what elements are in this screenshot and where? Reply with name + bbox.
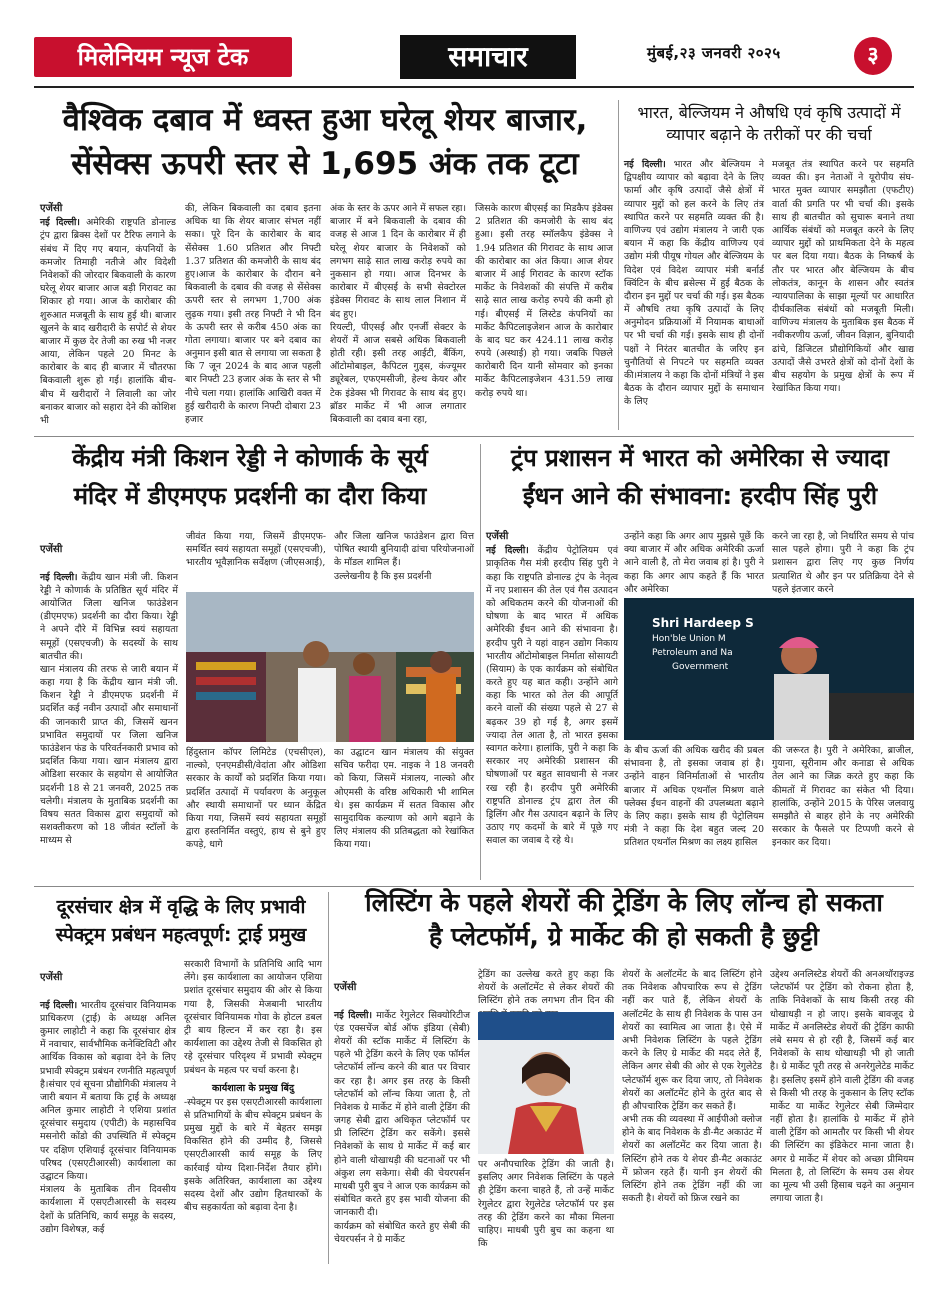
a5-headline-1: दूरसंचार क्षेत्र में वृद्धि के लिए प्रभावी <box>56 896 306 918</box>
a6-col-4: उद्देश्य अनलिस्टेड शेयरों की अनअथॉराइज्ड प्लेटफॉर्म पर ट्रेडिंग को रोकना होता है, ताकि निवेशकों के साथ किसी तरह की धोखाधड़ी न हो जाए। इसके बावजूद ग्रे मार्केट में अनलिस्टेड शेयरों की ट्रेडिंग काफी लंबे समय से हो रही है, जिसमें कई बार निवेशकों के साथ धोखाधड़ी भी हो जाती है। ग्रे मार्केट पूरी तरह से अनरेगुलेटेड मार्केट है। इसलिए इसमें होने वाली ट्रेडिंग की वजह से किसी भी तरह के नुकसान के लिए स्टॉक मार्केट या मार्केट रेगुलेटर सेबी जिम्मेदार नहीं होता है। हालांकि ग्रे मार्केट में होने वाली ट्रेडिंग को आमतौर पर किसी भी शेयर की लिस्टिंग का इंडिकेटर माना जाता है। अगर ग्रे मार्केट में शेयर को अच्छा प्रीमियम मिलता है, तो लिस्टिंग के समय उस शेयर का मूल्य भी उसी हिसाब चढ़ने का अनुमान लगाया जाता है। <box>770 969 914 1205</box>
a4-photo-line-1: Shri Hardeep S <box>652 616 754 630</box>
a3-text-1: केंद्रीय खान मंत्री जी. किशन रेड्डी ने कोणार्क के प्रतिष्ठित सूर्य मंदिर में आयोजित जिला खनिज फाउंडेशन (डीएमएफ) प्रदर्शनी का दौरा किया। रेड्डी ने अपने दौरे में विभिन्न स्वयं सहायता समूहों (एसएचजी) के सदस्यों के साथ बातचीत की। खान मंत्रालय की तरफ से जारी बयान में कहा गया है कि केंद्रीय खान मंत्री जी. किशन रेड्डी ने डीएमएफ प्रदर्शनी में प्रदर्शित कई नवीन उत्पादों और समाधानों की जानकारी प्राप्त की, जिसमें खनन प्रभावित समुदायों पर जिला खनिज फाउंडेशन फंड के परिवर्तनकारी प्रभाव को प्रदर्शित किया गया। खान मंत्रालय द्वारा ओडिशा सरकार के सहयोग से आयोजित प्रदर्शनी 18 से 21 जनवरी, 2025 तक चलेगी। मंत्रालय के मुताबिक प्रदर्शनी का विषय सतत विकास द्वारा समुदायों को सशक्तीकरण को 18 जीवंत स्टॉलों के माध्यम से <box>40 571 178 847</box>
a4-col-3-top: करने जा रहा है, जो निर्धारित समय से पांच साल पहले होगा। पुरी ने कहा कि ट्रंप प्रशासन द्वारा लिए गए कुछ निर्णय प्रत्याशित थे और इन पर प्रतिक्रिया देने से पहले इंतजार करने <box>772 531 914 595</box>
rule <box>34 886 914 887</box>
a6-col-3: शेयरों के अलॉटमेंट के बाद लिस्टिंग होने तक निवेशक औपचारिक रूप से ट्रेडिंग नहीं कर पाते हैं, लेकिन शेयरों के अलॉटमेंट के साथ ही निवेशक के पास उन शेयरों का स्वामित्व आ जाता है। ऐसे में अभी निवेशक लिस्टिंग के पहले ट्रेडिंग करने के लिए ग्रे मार्केट की मदद लेते हैं, लेकिन अगर सेबी की ओर से एक रेगुलेटेड प्लेटफॉर्म शुरू कर दिया जाए, तो निवेशक शेयरों का अलॉटमेंट होने के तुरंत बाद से ही औपचारिक ट्रेडिंग कर सकते हैं। अभी तक की व्यवस्था में आईपीओ क्लोज होने के बाद निवेशक के डी-मैट अकाउंट में शेयरों का अलॉटमेंट कर दिया जाता है। लिस्टिंग होने तक ये शेयर डी-मैट अकाउंट में फ्रोजन रहते हैं। यानी इन शेयरों की लिस्टिंग होने तक ट्रेडिंग नहीं की जा सकती है। शेयरों को फ्रिज रखने का <box>622 969 762 1205</box>
a3-col-3-bottom: का उद्घाटन खान मंत्रालय की संयुक्त सचिव फरीदा एम. नाइक ने 18 जनवरी को किया, जिसमें मंत्रालय, नाल्को और ओएमसी के वरिष्ठ अधिकारी भी शामिल थे। इस कार्यक्रम में सतत विकास और सामुदायिक कल्याण को आगे बढ़ाने के लिए मंत्रालय की प्रतिबद्धता को रेखांकित किया गया। <box>334 747 474 851</box>
a5-text-3: -स्पेक्ट्रम पर इस एसएटीआरसी कार्यशाला से प्रतिभागियों के बीच स्पेक्ट्रम प्रबंधन के प्रमुख मुद्दों के बारे में बेहतर समझ विकसित होने की उम्मीद है, जिससे एसएटीआरसी कार्य समूह के लिए कार्रवाई योग्य दिशा-निर्देश तैयार होंगे। इसके अतिरिक्त, कार्यशाला का उद्देश्य सदस्य देशों और उद्योग हितधारकों के बीच सहकार्यता को बढ़ावा देना है। <box>184 1096 322 1214</box>
a6-agency: एजेंसी <box>334 982 357 994</box>
issue-date: मुंबई,२३ जनवरी २०२५ <box>647 44 781 62</box>
a3-col-3-top: और जिला खनिज फाउंडेशन द्वारा वित्त पोषित स्थायी बुनियादी ढांचा परियोजनाओं के मॉडल शामिल हैं। उल्लेखनीय है कि इस प्रदर्शनी <box>334 531 474 582</box>
a6-col-1 <box>334 968 470 1264</box>
a2-headline: भारत, बेल्जियम ने औषधि एवं कृषि उत्पादों में व्यापार बढ़ाने के तरीकों पर की चर्चा <box>637 103 901 144</box>
a4-photo-line-4: Government <box>672 662 729 672</box>
rule <box>34 436 914 437</box>
a5-subhead: कार्यशाला के प्रमुख बिंदु <box>211 1082 295 1094</box>
a1-agency: एजेंसी <box>40 203 63 214</box>
section-title: समाचार <box>400 35 576 79</box>
a1-headline-2: सेंसेक्स ऊपरी स्तर से 1,695 अंक तक टूटा <box>71 146 579 182</box>
a4-text-1: केंद्रीय पेट्रोलियम एवं प्राकृतिक गैस मंत्री हरदीप सिंह पुरी ने कहा कि राष्ट्रपति डोनाल्ड ट्रंप के नेतृत्व में नए प्रशासन की तेल एवं गैस उत्पादन को अधिकतम करने की योजनाओं की घोषणा के बाद भारत में अधिक अमेरिकी ईंधन आने की संभावना है। हरदीप पुरी ने यहां वाहन उद्योग निकाय भारतीय ऑटोमोबाइल निर्माता सोसायटी (सियाम) के एक कार्यक्रम को संबोधित करते हुए यह बात कही। उन्होंने आगे कहा कि भारत को तेल की आपूर्ति करने वालों की संख्या पहले से 27 से बढ़कर 39 हो गई है, अगर इसमें ज्यादा तेल आता है, तो भारत इसका स्वागत करेगा। हालांकि, पुरी ने कहा कि सरकार नए अमेरिकी प्रशासन की घोषणाओं पर बहुत सावधानी से नजर रख रही है। हरदीप पुरी अमेरिकी राष्ट्रपति डोनाल्ड ट्रंप द्वारा तेल की ड्रिलिंग और गैस उत्पादन बढ़ाने के लिए उठाए गए कदमों के बारे में पूछे गए सवाल का जवाब दे रहे थे। <box>486 545 618 847</box>
a1-city: नई दिल्ली। <box>40 217 80 229</box>
a5-text-2: सरकारी विभागों के प्रतिनिधि आदि भाग लेंगे। इस कार्यशाला का आयोजन एशिया प्रशांत दूरसंचार समुदाय की ओर से किया गया है, जिसकी मेजबानी भारतीय दूरसंचार विनियामक गोवा के होटल डबल ट्री बाय हिल्टन में कर रहा है। इस कार्यशाला का उद्देश्य तेजी से विकसित हो रहे दूरसंचार परिदृश्य में प्रभावी स्पेक्ट्रम प्रबंधन के महत्व पर चर्चा करना है। <box>184 959 322 1076</box>
a6-headline-2: है प्लेटफॉर्म, ग्रे मार्केट की हो सकती है छुट्टी <box>429 922 819 951</box>
a6-city: नई दिल्ली। <box>334 1009 373 1021</box>
a4-photo-line-3: Petroleum and Na <box>652 648 733 658</box>
a2-col-1 <box>624 158 764 430</box>
a4-col-1 <box>486 530 618 880</box>
a3-exhibition-photo <box>186 592 474 742</box>
a5-agency: एजेंसी <box>40 972 63 984</box>
a4-col-2-top: उन्होंने कहा कि अगर आप मुझसे पूछें कि क्या बाजार में और अधिक अमेरिकी ऊर्जा आने वाली है, तो मेरा जवाब हां है। पुरी ने कहा कि अगर आप कहते हैं कि भारत और अमेरिका <box>624 531 764 595</box>
a4-headline-1: ट्रंप प्रशासन में भारत को अमेरिका से ज्यादा <box>511 444 889 472</box>
a1-col-1 <box>40 202 176 430</box>
a1-col-3: अंक के स्तर के ऊपर आने में सफल रहा। बाजार में बने बिकवाली के दबाव की वजह से आज 1 दिन के कारोबार में ही घरेलू शेयर बाजार के निवेशकों को लगभग साढ़े सात लाख करोड़ रुपये का नुकसान हो गया। आज दिनभर के कारोबार में बीएसई के सभी सेक्टोरल इंडेक्स गिरावट के साथ लाल निशान में बंद हुए। रियल्टी, पीएसई और एनर्जी सेक्टर के शेयरों में आज सबसे अधिक बिकवाली होती रही। इसी तरह आईटी, बैंकिंग, ऑटोमोबाइल, कैपिटल गुड्स, कंज्यूमर ड्यूरेबल, एफएमसीजी, हेल्थ केयर और टेक इंडेक्स भी गिरावट के साथ बंद हुए। ब्रॉडर मार्केट में भी आज लगातार बिकवाली का दबाव बना रहा, <box>330 203 466 425</box>
a3-col-2-bottom: हिंदुस्तान कॉपर लिमिटेड (एचसीएल), नाल्को, एनएमडीसी/वेदांता और ओडिशा सरकार के कार्यों को प्रदर्शित किया गया। प्रदर्शित उत्पादों में पर्यावरण के अनुकूल और स्थायी समाधानों पर ध्यान केंद्रित किया गया, जिसमें स्वयं सहायता समूहों द्वारा हस्तनिर्मित वस्तुएं, हाथ से बुने हुए कपड़े, धागे <box>186 747 326 851</box>
a4-minister-photo <box>624 598 914 740</box>
col-divider <box>480 444 481 880</box>
col-divider <box>328 892 329 1264</box>
a4-col-2-bottom: के बीच ऊर्जा की अधिक खरीद की प्रबल संभावना है, तो इसका जवाब हां है। उन्होंने वाहन विनिर्माताओं से भारतीय बाजार में अधिक एथनॉल मिश्रण वाले फ्लेक्स ईंधन वाहनों की उपलब्धता बढ़ाने के लिए कहा। इसके साथ ही पेट्रोलियम मंत्री ने कहा कि देश बहुत जल्द 20 प्रतिशत एथनॉल मिश्रण का लक्ष्य हासिल <box>624 745 764 849</box>
a6-sebi-chair-photo <box>478 1012 614 1154</box>
a4-headline-2: ईंधन आने की संभावना: हरदीप सिंह पुरी <box>522 482 878 510</box>
a3-headline-1: केंद्रीय मंत्री किशन रेड्डी ने कोणार्क के सूर्य <box>72 444 428 472</box>
brand-logo: मिलेनियम न्यूज टेक <box>34 37 292 77</box>
a2-city: नई दिल्ली। <box>624 159 666 170</box>
a4-city: नई दिल्ली। <box>486 545 529 557</box>
a3-headline-2: मंदिर में डीएमएफ प्रदर्शनी का दौरा किया <box>73 482 427 510</box>
a6-col-2-top: ट्रेडिंग का उल्लेख करते हुए कहा कि शेयरों के अलॉटमेंट से लेकर शेयरों की लिस्टिंग होने तक लगभग तीन दिन की <box>478 969 614 1007</box>
col-divider <box>618 100 619 430</box>
a5-col-1 <box>40 958 176 1264</box>
a1-text-1: अमेरिकी राष्ट्रपति डोनाल्ड ट्रंप द्वारा ब्रिक्स देशों पर टैरिफ लगाने के संबंध में दिए गए बयान, कंपनियों के कमजोर तिमाही नतीजे और विदेशी निवेशकों की जोरदार बिकवाली के कारण घरेलू शेयर बाजार आज बड़ी गिरावट का शिकार हो गया। आज के कारोबार की शुरुआत मजबूती के साथ हुई थी। बाजार खुलने के बाद खरीदारी के सपोर्ट से शेयर बाजार में कुछ देर तेजी का रुख भी नजर आया, लेकिन पहले 20 मिनट के कारोबार के बाद ही बाजार में चौतरफा बिकवाली शुरू हो गई। हालांकि बीच-बीच में खरीदारों ने लिवाली का जोर बनाकर बाजार को सहारा देने की कोशिश भी <box>40 217 177 426</box>
a3-city: नई दिल्ली। <box>40 571 78 583</box>
a5-city: नई दिल्ली। <box>40 999 78 1011</box>
a6-headline-1: लिस्टिंग के पहले शेयरों की ट्रेडिंग के लिए लॉन्च हो सकता <box>365 888 883 917</box>
a1-col-4: जिसके कारण बीएसई का मिडकैप इंडेक्स 2 प्रतिशत की कमजोरी के साथ बंद हुआ। इसी तरह स्मॉलकैप इंडेक्स ने 1.94 प्रतिशत की गिरावट के साथ आज की कारोबार का अंत किया। आज शेयर बाजार में आई गिरावट के कारण स्टॉक मार्केट के निवेशकों की संपत्ति में करीब साढ़े सात लाख करोड़ रुपये की कमी हो गई। बीएसई में लिस्टेड कंपनियों का मार्केट कैपिटलाइजेशन आज के कारोबार के बाद घट कर 424.11 लाख करोड़ रुपये (अस्थाई) हो गया। जबकि पिछले कारोबारी दिन यानी सोमवार को इनका मार्केट कैपिटलाइजेशन 431.59 लाख करोड़ रुपये था। <box>475 203 613 399</box>
a2-col-2: मजबूत तंत्र स्थापित करने पर सहमति व्यक्त की। इन नेताओं ने यूरोपीय संघ-भारत मुक्त व्यापार समझौता (एफटीए) वार्ता की प्रगति पर भी चर्चा की। इसके साथ ही बातचीत को सुचारू बनाने तथा आर्थिक संबंधों को मजबूत करने के लिए व्यापार मुद्दों को प्राथमिकता देने के महत्व पर बल दिया गया। बैठक के निष्कर्ष के तौर पर भारत और बेल्जियम के बीच लोकतंत्र, कानून के शासन और स्वतंत्र न्यायपालिका के साझा मूल्यों पर आधारित दीर्घकालिक संबंधों को मजबूती मिली। वाणिज्य मंत्रालय के मुताबिक इस बैठक में नवीकरणीय ऊर्जा, जीवन विज्ञान, बुनियादी ढांचे, डिजिटल प्रौद्योगिकियों और खाद्य उत्पादों जैसे उभरते क्षेत्रों को दोनों देशों के बीच सहयोग के प्रमुख क्षेत्रों के रूप में रेखांकित किया गया। <box>772 159 914 395</box>
a1-headline-1: वैश्विक दबाव में ध्वस्त हुआ घरेलू शेयर बाजार, <box>62 102 588 138</box>
a6-col-2-bottom: पर अनौपचारिक ट्रेडिंग की जाती है। इसलिए अगर निवेशक लिस्टिंग के पहले ही ट्रेडिंग करना चाहते हैं, तो उन्हें मार्केट रेगुलेटर द्वारा रेगुलेटेड प्लेटफॉर्म पर इस तरह की ट्रेडिंग करने का मौका मिलना चाहिए। माधबी पुरी बुच का कहना था कि <box>478 1159 614 1250</box>
a4-agency: एजेंसी <box>486 531 509 542</box>
a5-col-2 <box>184 958 322 1264</box>
a4-photo-line-2: Hon'ble Union M <box>652 634 726 644</box>
a5-headline-2: स्पेक्ट्रम प्रबंधन महत्वपूर्ण: ट्राई प्रमुख <box>55 924 307 946</box>
masthead <box>34 33 914 83</box>
a3-col-2-top: जीवंत किया गया, जिसमें डीएमएफ-समर्थित स्वयं सहायता समूहों (एसएचजी), भारतीय भूवैज्ञानिक सर्वेक्षण (जीएसआई), <box>186 531 326 569</box>
a2-text-1: भारत और बेल्जियम ने द्विपक्षीय व्यापार को बढ़ावा देने के लिए फार्मा और कृषि उत्पादों जैसे क्षेत्रों में व्यापार मुद्दों को हल करने के लिए तंत्र स्थापित करने पर सहमति व्यक्त की है। वाणिज्य एवं उद्योग मंत्रालय ने जारी एक बयान में कहा कि केंद्रीय वाणिज्य एवं उद्योग मंत्री पीयूष गोयल और बेल्जियम के विदेश एवं विदेश व्यापार मंत्री बर्नार्ड क्विंटिन के बीच ब्रसेल्स में हुई बैठक के दौरान इन मुद्दों पर चर्चा की गई। इस बैठक में औषधि तथा कृषि उत्पादों के लिए अनुमोदन प्रक्रियाओं में नियामक बाधाओं पर भी चर्चा की गई। इसके साथ ही दोनों पक्षों ने निरंतर बातचीत के जरिए इन चुनौतियों से निपटने पर सहमति व्यक्त की।मंत्रालय ने कहा कि दोनों मंत्रियों ने इस बैठक के दौरान व्यापार मुद्दों के समाधान के लिए <box>624 159 764 408</box>
a1-col-2: की, लेकिन बिकवाली का दबाव इतना अधिक था कि शेयर बाजार संभल नहीं सका। पूरे दिन के कारोबार के बाद सेंसेक्स 1.60 प्रतिशत और निफ्टी 1.37 प्रतिशत की कमजोरी के साथ बंद हुए।आज के कारोबार के दौरान बने बिकवाली के दबाव की वजह से सेंसेक्स ऊपरी स्तर से लगभग 1,700 अंक लुढ़क गया। इसी तरह निफ्टी ने भी दिन के ऊपरी स्तर से करीब 450 अंक का गोता लगाया। बाजार पर बने दबाव का अनुमान इसी बात से लगाया जा सकता है कि 7 जून 2024 के बाद आज पहली बार निफ्टी 23 हजार अंक के स्तर से भी नीचे चला गया। हालांकि आखिरी वक्त में हुई खरीदारी के कारण निफ्टी दोबारा 23 हजार <box>185 203 321 425</box>
a3-col-1 <box>40 530 178 880</box>
a6-text-1: मार्केट रेगुलेटर सिक्योरिटीज एंड एक्सचेंज बोर्ड ऑफ इंडिया (सेबी) शेयरों की स्टॉक मार्केट में लिस्टिंग के पहले भी ट्रेडिंग करने के लिए एक फॉर्मल प्लेटफॉर्म लॉन्च करने की बात पर विचार कर रहा है। अगर इस तरह के किसी प्लेटफॉर्म को लॉन्च किया जाता है, तो निवेशक ग्रे मार्केट में होने वाली ट्रेडिंग की जगह सेबी द्वारा अधिकृत प्लेटफॉर्म पर प्री लिस्टिंग ट्रेडिंग कर सकेंगे। इससे निवेशकों के साथ ग्रे मार्केट में कई बार होने वाली धोखाधड़ी की घटनाओं पर भी अंकुश लग सकेगा। सेबी की चेयरपर्सन माधबी पुरी बुच ने आज एक कार्यक्रम को संबोधित करते हुए इस भावी योजना की जानकारी दी। कार्यक्रम को संबोधित करते हुए सेबी की चेयरपर्सन ने ग्रे मार्केट <box>334 1009 470 1245</box>
page-number: ३ <box>854 37 892 75</box>
a4-col-3-bottom: की जरूरत है। पुरी ने अमेरिका, ब्राजील, गुयाना, सूरीनाम और कनाडा से अधिक तेल आने का जिक्र करते हुए कहा कि कीमतों में गिरावट का संकेत भी दिया। हालांकि, उन्होंने 2015 के पेरिस जलवायु समझौते से बाहर होने के नए अमेरिकी सरकार के फैसले पर टिप्पणी करने से इनकार कर दिया। <box>772 745 914 849</box>
masthead-rule <box>34 86 914 88</box>
a5-text-1: भारतीय दूरसंचार विनियामक प्राधिकरण (ट्राई) के अध्यक्ष अनिल कुमार लाहोटी ने कहा कि दूरसंचार क्षेत्र में नवाचार, सार्वभौमिक कनेक्टिविटी और आर्थिक विकास को बढ़ावा देने के लिए प्रभावी स्पेक्ट्रम प्रबंधन रणनीति महत्वपूर्ण है।संचार एवं सूचना प्रौद्योगिकी मंत्रालय ने जारी बयान में बताया कि ट्राई के अध्यक्ष अनिल कुमार लाहोटी ने एशिया प्रशांत दूरसंचार समुदाय (एपीटी) के महासचिव मसनोरी कोंडो की उपस्थिति में स्पेक्ट्रम पर दक्षिण एशियाई दूरसंचार विनियामक परिषद (एसएटीआरसी) कार्यशाला का उद्घाटन किया। मंत्रालय के मुताबिक तीन दिवसीय कार्यशाला में एसएटीआरसी के सदस्य देशों के प्रतिनिधि, कार्य समूह के सदस्य, उद्योग विशेषज्ञ, कई <box>40 999 176 1235</box>
a3-agency: एजेंसी <box>40 544 63 556</box>
